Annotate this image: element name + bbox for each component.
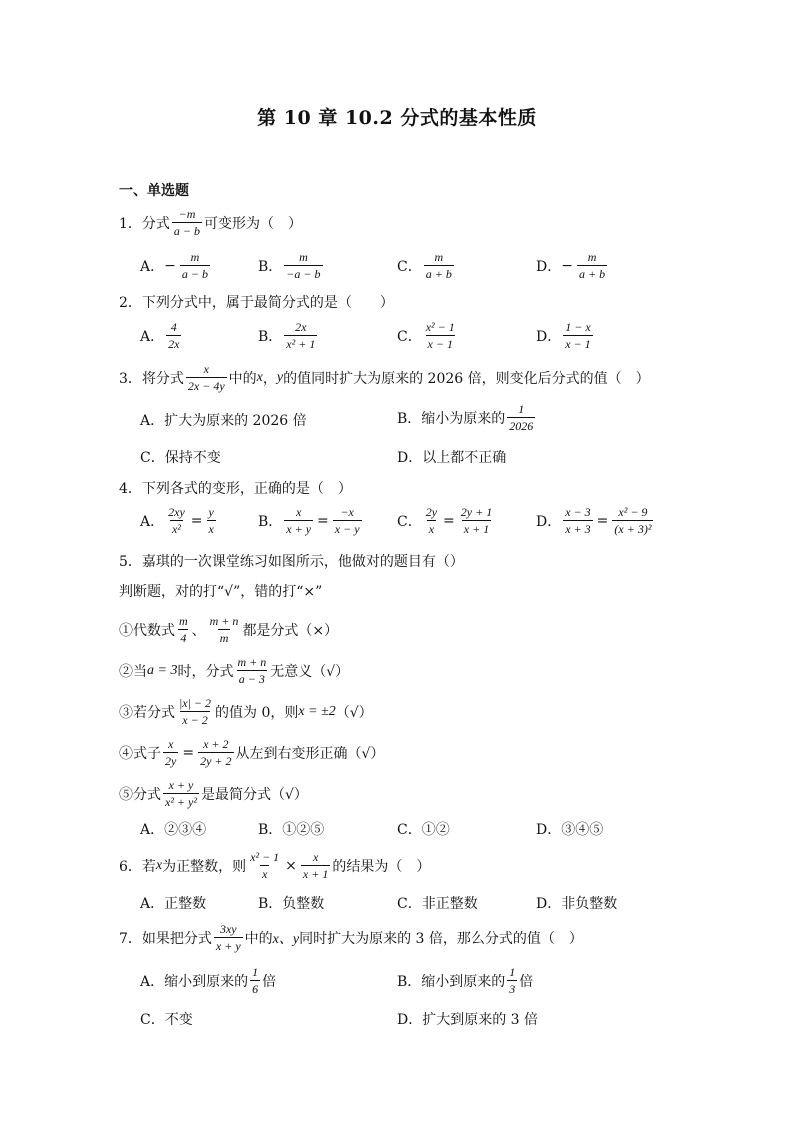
q2-b-label: B． (258, 328, 283, 345)
q1-fraction (172, 207, 202, 238)
q6-f1-num: x² − 1 (250, 850, 280, 864)
q3-b-text: B．缩小为原来的 (397, 410, 506, 427)
q5-statement-3 (119, 696, 373, 727)
q4-option-a[interactable] (140, 505, 218, 536)
q5-s2-num: m + n (237, 655, 267, 669)
q6-option-d[interactable]: D．非负整数 (536, 896, 618, 912)
q1-a-sign: − (164, 257, 176, 274)
q2-b-num: 2x (295, 320, 307, 334)
q4-c-label: C． (397, 513, 422, 530)
q6-option-b[interactable]: B．负整数 (258, 896, 325, 912)
question-4: 4．下列各式的变形，正确的是（ ） (119, 481, 352, 497)
q4-d-l-den: x + 3 (565, 522, 591, 536)
q5-s1-tail: 都是分式（×） (242, 622, 339, 639)
q1-tail: 可变形为（ ） (204, 215, 303, 232)
q4-b-left (284, 505, 313, 536)
q5-option-a[interactable]: A．②③④ (140, 822, 207, 838)
q5-s2-mid: 时，分式 (177, 663, 234, 680)
q4-d-eq: = (596, 512, 609, 529)
q5-s3-tail: （√） (335, 704, 373, 721)
q3-option-c[interactable]: C．保持不变 (140, 450, 221, 466)
q6-f2-num: x (312, 850, 319, 864)
q4-b-l-den: x + y (286, 522, 312, 536)
question-2: 2．下列分式中，属于最简分式的是（ ） (119, 295, 394, 311)
q2-c-den: x − 1 (427, 337, 453, 351)
q7-a-num: 1 (252, 965, 259, 979)
q5-s5-pre: ⑤分式 (119, 786, 161, 803)
q1-option-b[interactable] (258, 250, 325, 281)
q5-s1-pre: ①代数式 (119, 622, 175, 639)
q3-b-den: 2026 (509, 419, 534, 433)
q1-frac-num: −m (178, 207, 196, 221)
question-3 (119, 362, 650, 393)
q5-s4-l-den: 2y (165, 754, 177, 768)
q2-d-den: x − 1 (565, 337, 591, 351)
q5-s3-den: x − 2 (182, 713, 208, 727)
q5-s2-tail: 无意义（√） (270, 663, 350, 680)
q5-statement-5 (119, 778, 308, 809)
q5-s5-tail: 是最简分式（√） (200, 786, 308, 803)
q5-s3-pre: ③若分式 (119, 704, 175, 721)
q1-b-num: m (299, 250, 308, 264)
q2-d-num: 1 − x (565, 320, 591, 334)
q7-a-den: 6 (252, 982, 259, 996)
q1-b-label: B． (258, 258, 283, 275)
q3-pre: 3．将分式 (119, 370, 184, 387)
q4-c-r-den: x + 1 (463, 522, 490, 536)
q2-a-den: 2x (168, 337, 180, 351)
q5-statement-2 (119, 655, 349, 686)
q4-d-left (563, 505, 592, 536)
q5-s4-r-num: x + 2 (203, 737, 229, 751)
q5-s4-pre: ④式子 (119, 745, 161, 762)
question-5: 5．嘉琪的一次课堂练习如图所示，他做对的题目有（） (119, 554, 464, 570)
q1-option-d[interactable] (536, 250, 609, 281)
q7-vars: x、y (272, 931, 300, 947)
q4-b-label: B． (258, 513, 283, 530)
q5-s1-sep: 、 (191, 622, 206, 639)
q7-a-text: A．缩小到原来的 (140, 973, 249, 990)
q5-s1-f2-den: m (219, 631, 229, 645)
q1-a-fraction (180, 250, 210, 281)
q5-s3-num: |x| − 2 (179, 696, 212, 710)
q5-s4-right (198, 737, 233, 768)
q7-option-d[interactable]: D．扩大到原来的 3 倍 (397, 1012, 539, 1028)
q1-c-fraction (424, 250, 454, 281)
q4-a-r-den: x (208, 522, 214, 536)
q1-b-fraction (284, 250, 322, 281)
q2-a-label: A． (140, 328, 165, 345)
q2-option-a[interactable] (140, 320, 183, 351)
q4-option-c[interactable] (397, 505, 496, 536)
q4-c-right (459, 505, 494, 536)
q7-b-den: 3 (509, 982, 516, 996)
q5-intro: 判断题，对的打“√”，错的打“×” (119, 584, 323, 600)
q3-option-a[interactable]: A．扩大为原来的 2026 倍 (140, 413, 307, 429)
q7-b-tail: 倍 (519, 973, 534, 990)
q5-s3-mid: 的值为 0，则 (215, 704, 299, 721)
q4-b-eq: = (317, 512, 329, 529)
q3-option-b[interactable] (397, 402, 537, 433)
q7-b-text: B．缩小到原来的 (397, 973, 506, 990)
q5-s2-frac (235, 655, 268, 686)
q4-option-d[interactable] (536, 505, 655, 536)
q2-option-b[interactable] (258, 320, 319, 351)
q2-d-fraction (563, 320, 592, 351)
q6-pre: 6．若 (119, 858, 156, 875)
q6-frac2 (301, 850, 330, 881)
q4-b-r-num: −x (340, 505, 354, 519)
q4-d-label: D． (536, 513, 562, 530)
q5-s1-f1-den: 4 (180, 631, 187, 645)
q5-s1-frac1 (177, 614, 190, 645)
q3-b-fraction (507, 402, 535, 433)
q4-b-l-num: x (296, 505, 302, 519)
q2-b-fraction (284, 320, 317, 351)
q3-b-num: 1 (518, 402, 525, 416)
q2-b-den: x² + 1 (286, 337, 316, 351)
q4-d-r-den: (x + 3)² (614, 522, 652, 536)
q6-var: x (155, 857, 163, 873)
q5-s2-pre: ②当 (119, 663, 147, 680)
q4-c-eq: = (443, 512, 455, 529)
q1-c-label: C． (397, 258, 422, 275)
q7-frac (214, 922, 243, 953)
q4-c-r-num: 2y + 1 (460, 505, 493, 519)
q3-var-y: y (276, 369, 284, 385)
q6-option-c[interactable]: C．非正整数 (397, 896, 478, 912)
q6-tail: 的结果为（ ） (332, 858, 431, 875)
q5-s3-val: x = ±2 (298, 703, 336, 719)
q4-b-r-den: x − y (334, 522, 360, 536)
q3-frac-den: 2x − 4y (187, 379, 225, 393)
q4-a-label: A． (140, 513, 165, 530)
q1-d-num: m (587, 250, 597, 264)
q1-b-den: −a − b (286, 267, 321, 281)
q6-option-a[interactable]: A．正整数 (140, 896, 207, 912)
q4-a-l-num: 2xy (168, 505, 185, 519)
q1-d-sign: − (561, 257, 573, 274)
q3-option-d[interactable]: D．以上都不正确 (397, 450, 507, 466)
q1-d-fraction (577, 250, 607, 281)
q2-c-fraction (424, 320, 457, 351)
q1-d-label: D． (536, 258, 562, 275)
q5-option-b[interactable]: B．①②⑤ (258, 822, 325, 838)
q5-s5-den: x² + y² (165, 795, 197, 809)
q2-c-label: C． (397, 328, 422, 345)
q7-tail: 同时扩大为原来的 3 倍，那么分式的值（ ） (299, 930, 583, 947)
q4-a-l-den: x² (171, 522, 181, 536)
q7-option-b[interactable] (397, 965, 533, 996)
q7-pre: 7．如果把分式 (119, 930, 212, 947)
q5-option-c[interactable]: C．①② (397, 822, 450, 838)
q3-frac-num: x (203, 362, 209, 376)
q4-c-l-num: 2y (425, 505, 438, 519)
q5-s4-eq: = (182, 744, 195, 761)
q2-a-fraction (166, 320, 181, 351)
q6-f2-den: x + 1 (302, 867, 329, 881)
q2-option-d[interactable] (536, 320, 595, 351)
q4-d-l-num: x − 3 (565, 505, 591, 519)
q4-b-right (333, 505, 362, 536)
q1-d-den: a + b (578, 267, 606, 281)
q4-option-b[interactable] (258, 505, 364, 536)
q1-frac-den: a − b (173, 224, 201, 238)
q3-mid: 中的 (228, 370, 257, 387)
q3-tail: 的值同时扩大为原来的 2026 倍，则变化后分式的值（ ） (283, 370, 650, 387)
q1-a-den: a − b (181, 267, 208, 281)
q7-num: 3xy (219, 922, 237, 936)
q1-option-c[interactable] (397, 250, 456, 281)
q2-a-num: 4 (170, 320, 177, 334)
q3-var-x: x (256, 369, 263, 385)
q4-c-l-den: x (428, 522, 435, 536)
q5-statement-4 (119, 737, 384, 768)
q4-a-eq: = (190, 512, 203, 529)
q5-s2-den: a − 3 (238, 672, 265, 686)
q5-s4-r-den: 2y + 2 (200, 754, 232, 768)
q1-c-den: a + b (425, 267, 452, 281)
q2-c-num: x² − 1 (425, 320, 455, 334)
q7-den: x + y (215, 939, 241, 953)
q4-a-r-num: y (208, 505, 214, 519)
q5-s2-cond: a = 3 (147, 662, 178, 678)
q3-fraction (186, 362, 227, 393)
q5-s3-frac (177, 696, 213, 727)
q5-s1-frac2 (208, 614, 241, 645)
q5-s4-tail: 从左到右变形正确（√） (235, 745, 385, 762)
q5-s4-left (163, 737, 178, 768)
question-7 (119, 922, 583, 953)
q4-a-right (207, 505, 216, 536)
q5-s1-f1-num: m (179, 614, 188, 628)
q7-a-tail: 倍 (262, 973, 277, 990)
q4-a-left (166, 505, 187, 536)
question-6 (119, 850, 430, 881)
q2-d-label: D． (536, 328, 562, 345)
q6-op: × (285, 857, 297, 874)
q7-a-fraction (250, 965, 260, 996)
section-heading: 一、单选题 (119, 183, 189, 199)
q2-option-c[interactable] (397, 320, 459, 351)
q5-s1-f2-num: m + n (209, 614, 239, 628)
q6-f1-den: x (261, 867, 268, 881)
q1-a-num: m (190, 250, 200, 264)
q4-d-r-num: x² − 9 (618, 505, 648, 519)
q1-number: 1．分式 (119, 215, 170, 232)
q7-option-a[interactable] (140, 965, 276, 996)
question-1 (119, 207, 302, 238)
q1-c-num: m (434, 250, 444, 264)
q5-s4-l-num: x (168, 737, 174, 751)
q1-option-a[interactable] (140, 250, 212, 281)
q7-mid: 中的 (244, 930, 273, 947)
q4-d-right (612, 505, 653, 536)
q7-b-fraction (507, 965, 517, 996)
q5-statement-1 (119, 614, 338, 645)
q5-option-d[interactable]: D．③④⑤ (536, 822, 604, 838)
q3-sep: ， (262, 370, 277, 387)
q6-mid: 为正整数，则 (162, 858, 247, 875)
q5-s5-frac (163, 778, 199, 809)
q4-c-left (424, 505, 439, 536)
q7-option-c[interactable]: C．不变 (140, 1012, 193, 1028)
q7-b-num: 1 (509, 965, 516, 979)
page-title: 第 10 章 10.2 分式的基本性质 (257, 107, 537, 129)
q5-s5-num: x + y (168, 778, 194, 792)
q6-frac1 (248, 850, 281, 881)
q1-a-label: A． (140, 258, 165, 275)
